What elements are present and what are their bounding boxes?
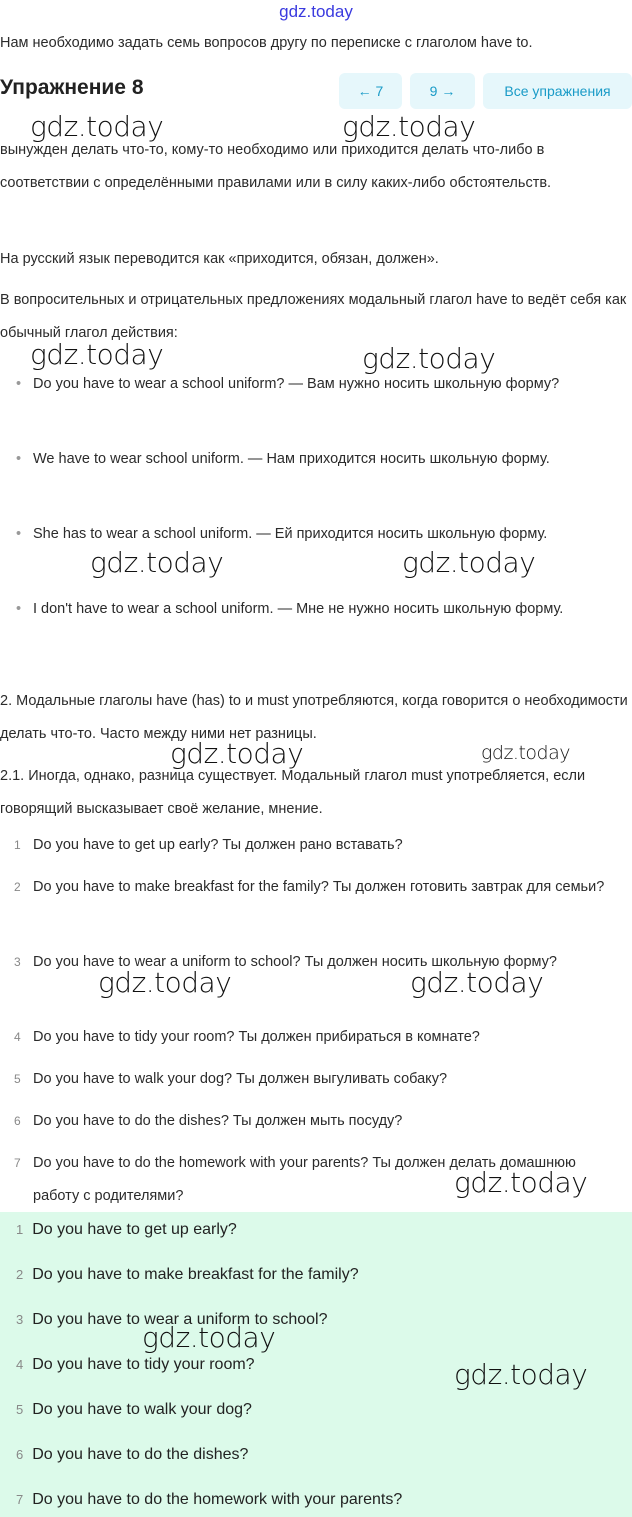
watermark: gdz.today: [454, 1358, 588, 1391]
prev-exercise-button[interactable]: ← 7: [339, 73, 402, 109]
watermark: gdz.today: [410, 966, 544, 999]
watermark: gdz.today: [90, 546, 224, 579]
bullet-icon: •: [16, 451, 22, 467]
bullet-icon: •: [16, 526, 22, 542]
theory-paragraph: вынужден делать что-то, кому-то необходимо или приходится делать что-либо в соответствии с определёнными правилами или в силу каких-либо обстоятельств.: [0, 142, 552, 191]
watermark: gdz.today: [30, 110, 164, 143]
all-exercises-button[interactable]: Все упражнения: [483, 73, 632, 109]
rule-2-1: 2.1. Иногда, однако, разница существует. Модальный глагол must употребляется, если говорящий высказывает своё желание, мнение.: [0, 768, 586, 817]
watermark: gdz.today: [170, 737, 304, 770]
translated-item: 1 Do you have to get up early? Ты должен рано вставать?: [14, 837, 403, 853]
answer-item: 6 Do you have to do the dishes?: [16, 1446, 249, 1463]
watermark: gdz.today: [142, 1321, 276, 1354]
page-title: Упражнение 8: [0, 76, 144, 99]
translated-item: 3 Do you have to wear a uniform to school? Ты должен носить школьную форму?: [14, 954, 557, 970]
answer-item: 7 Do you have to do the homework with your parents?: [16, 1491, 403, 1508]
theory-paragraph: В вопросительных и отрицательных предложениях модальный глагол have to ведёт себя как обычный глагол действия:: [0, 292, 627, 341]
example-item: • I don't have to wear a school uniform. — Мне не нужно носить школьную форму.: [16, 593, 616, 626]
answer-item: 5 Do you have to walk your dog?: [16, 1401, 252, 1418]
translated-item: 6 Do you have to do the dishes? Ты должен мыть посуду?: [14, 1113, 403, 1129]
watermark: gdz.today: [342, 110, 476, 143]
example-item: • Do you have to wear a school uniform? — Вам нужно носить школьную форму?: [16, 368, 616, 401]
answer-item: 2 Do you have to make breakfast for the family?: [16, 1266, 359, 1283]
answer-item: 3 Do you have to wear a uniform to school?: [16, 1311, 328, 1328]
watermark: gdz.today: [402, 546, 536, 579]
translated-item: 4 Do you have to tidy your room? Ты должен прибираться в комнате?: [14, 1029, 480, 1045]
watermark-top: gdz.today: [279, 2, 353, 21]
task-description: Нам необходимо задать семь вопросов другу по переписке с глаголом have to.: [0, 35, 533, 51]
translated-item: 2 Do you have to make breakfast for the family? Ты должен готовить завтрак для семьи?: [14, 879, 605, 895]
bullet-icon: •: [16, 601, 22, 617]
watermark: gdz.today: [30, 338, 164, 371]
watermark: gdz.today: [481, 742, 570, 764]
answer-item: 4 Do you have to tidy your room?: [16, 1356, 255, 1373]
example-item: • We have to wear school uniform. — Нам приходится носить школьную форму.: [16, 443, 616, 476]
next-exercise-button[interactable]: 9 →: [410, 73, 475, 109]
watermark: gdz.today: [362, 342, 496, 375]
translated-item: 7 Do you have to do the homework with your parents? Ты должен делать домашнюю работу с родителями?: [14, 1155, 576, 1204]
answer-item: 1 Do you have to get up early?: [16, 1221, 237, 1238]
watermark: gdz.today: [98, 966, 232, 999]
watermark: gdz.today: [454, 1166, 588, 1199]
rule-2: 2. Модальные глаголы have (has) to и must употребляются, когда говорится о необходимости делать что-то. Часто между ними нет разницы.: [0, 693, 628, 742]
translated-item: 5 Do you have to walk your dog? Ты должен выгуливать собаку?: [14, 1071, 448, 1087]
example-item: • She has to wear a school uniform. — Ей приходится носить школьную форму.: [16, 518, 616, 551]
theory-paragraph: На русский язык переводится как «приходится, обязан, должен».: [0, 251, 439, 267]
bullet-icon: •: [16, 376, 22, 392]
